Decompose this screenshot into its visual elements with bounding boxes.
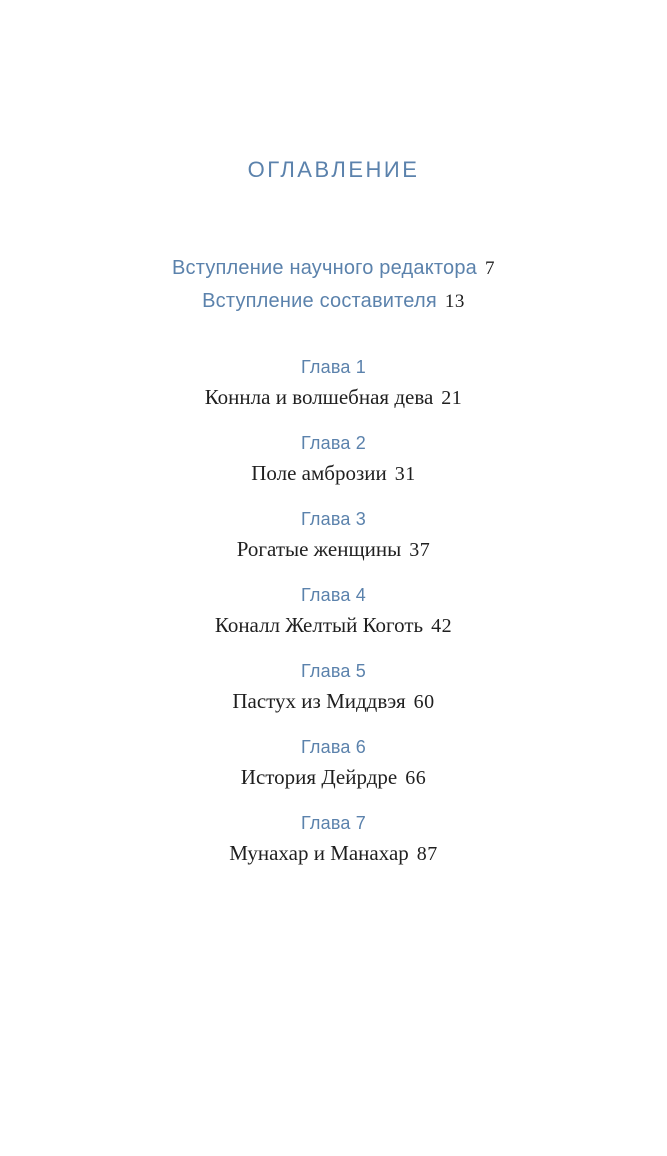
chapter-heading: Глава 1 <box>300 357 367 377</box>
chapter-title-line <box>0 383 667 412</box>
chapter-title-line <box>0 535 667 564</box>
front-matter-page-number: 7 <box>485 258 495 279</box>
chapter-page-number: 87 <box>416 843 438 865</box>
chapter-title: Поле амброзии <box>251 461 387 485</box>
chapter-title-line <box>0 763 667 792</box>
chapter-title: Коналл Желтый Коготь <box>214 613 424 637</box>
front-matter-section <box>0 252 667 318</box>
toc-entry-chapter-6[interactable] <box>0 735 667 792</box>
chapter-title: Мунахар и Манахар <box>229 841 409 865</box>
toc-entry-editor-introduction[interactable] <box>0 252 667 285</box>
front-matter-label: Вступление составителя <box>202 290 437 312</box>
chapter-title: История Дейрдре <box>240 765 398 789</box>
toc-page <box>0 156 667 1156</box>
chapter-page-number: 60 <box>413 691 435 713</box>
chapter-heading: Глава 6 <box>300 737 367 757</box>
chapter-heading: Глава 5 <box>300 661 367 681</box>
chapter-title-line <box>0 459 667 488</box>
chapter-page-number: 21 <box>441 387 463 409</box>
chapter-page-number: 37 <box>409 539 431 561</box>
chapter-title: Коннла и волшебная дева <box>204 385 434 409</box>
chapter-title: Пастух из Миддвэя <box>232 689 406 713</box>
page-title: ОГЛАВЛЕНИЕ <box>247 157 420 182</box>
toc-entry-chapter-4[interactable] <box>0 583 667 640</box>
toc-entry-chapter-5[interactable] <box>0 659 667 716</box>
toc-entry-chapter-2[interactable] <box>0 431 667 488</box>
chapter-title-line <box>0 839 667 868</box>
chapter-page-number: 42 <box>431 615 453 637</box>
toc-entry-chapter-7[interactable] <box>0 811 667 868</box>
toc-entry-compiler-introduction[interactable] <box>0 285 667 318</box>
chapter-heading: Глава 7 <box>300 813 367 833</box>
toc-entry-chapter-3[interactable] <box>0 507 667 564</box>
front-matter-page-number: 13 <box>444 291 465 312</box>
chapter-page-number: 31 <box>394 463 416 485</box>
front-matter-label: Вступление научного редактора <box>172 257 477 279</box>
chapter-title-line <box>0 611 667 640</box>
chapter-title-line <box>0 687 667 716</box>
chapter-title: Рогатые женщины <box>236 537 402 561</box>
chapter-list <box>0 355 667 868</box>
chapter-heading: Глава 3 <box>300 509 367 529</box>
chapter-page-number: 66 <box>405 767 427 789</box>
toc-entry-chapter-1[interactable] <box>0 355 667 412</box>
chapter-heading: Глава 4 <box>300 585 367 605</box>
chapter-heading: Глава 2 <box>300 433 367 453</box>
